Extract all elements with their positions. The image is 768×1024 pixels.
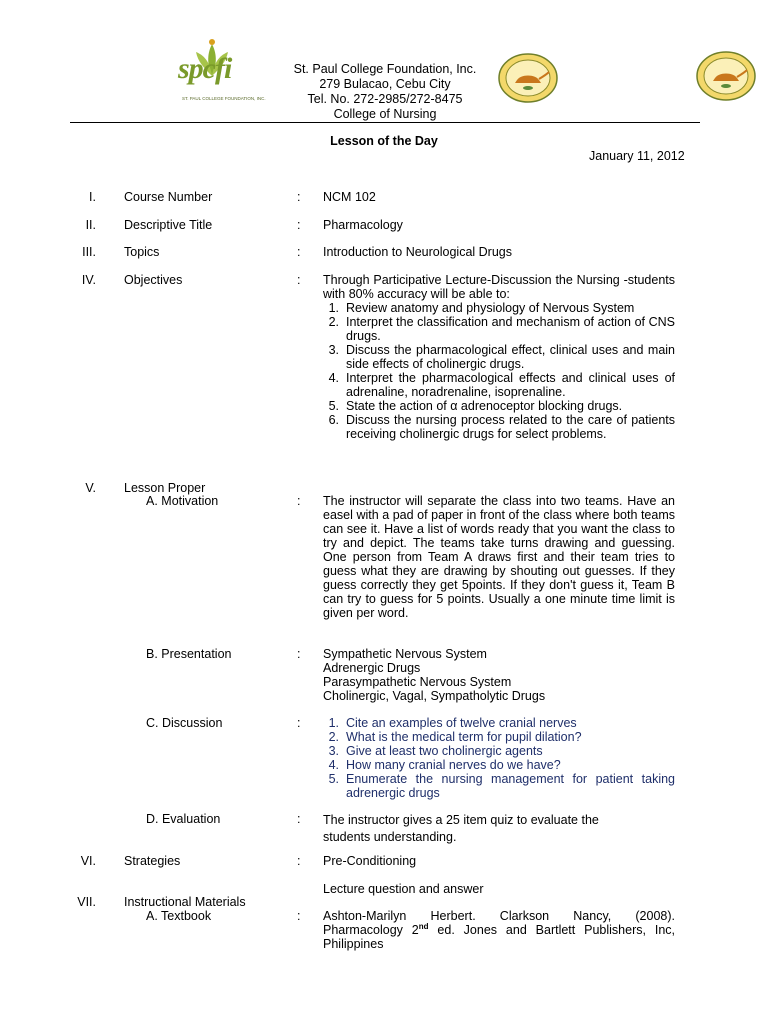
section-number: IV. xyxy=(81,273,96,287)
list-item: 2. What is the medical term for pupil dilation? xyxy=(328,730,582,744)
strategy-item: Pre-Conditioning xyxy=(323,854,417,868)
strategies-label: Strategies xyxy=(124,854,181,868)
lesson-proper-label: Lesson Proper xyxy=(124,481,206,495)
course-number-label: Course Number xyxy=(124,190,213,204)
separator: : xyxy=(297,218,301,232)
separator: : xyxy=(297,647,301,661)
section-number: V. xyxy=(85,481,96,495)
logo-wordmark: spcfi xyxy=(178,52,232,85)
college-header xyxy=(250,62,520,122)
section-number: II. xyxy=(85,218,96,232)
separator: : xyxy=(297,854,301,868)
discussion-label: C. Discussion xyxy=(146,716,223,730)
topics-value: Introduction to Neurological Drugs xyxy=(323,245,512,259)
list-item: 1. Review anatomy and physiology of Nervous System xyxy=(328,301,635,315)
college-department: College of Nursing xyxy=(333,107,437,121)
objectives-label: Objectives xyxy=(124,273,183,287)
presentation-list xyxy=(323,647,675,703)
college-phone: Tel. No. 272-2985/272-8475 xyxy=(307,92,463,106)
motivation-text: The instructor will separate the class into two teams. Have an easel with a pad of paper in front of the class where both teams can see it. Have a list of words ready that you want the class to try and depict. The teams take turns drawing and guessing. One person from Team A draws first and their team tries to guess what they are drawing by shouting out guesses. If they guess correctly they get 5points. If they don't guess it, Team B can try to guess for 5 points. Usually a one minute time limit is given per word. xyxy=(323,494,675,620)
college-logo xyxy=(172,38,266,108)
evaluation-label: D. Evaluation xyxy=(146,812,221,826)
separator: : xyxy=(297,245,301,259)
list-item: 4. How many cranial nerves do we have? xyxy=(328,758,561,772)
section-number: VII. xyxy=(77,895,96,909)
list-item: 1. Cite an examples of twelve cranial nerves xyxy=(328,716,577,730)
list-item: Cholinergic, Vagal, Sympatholytic Drugs xyxy=(323,689,546,703)
list-item: 5. State the action of α adrenoceptor blocking drugs. xyxy=(328,399,623,413)
list-item: 3. Discuss the pharmacological effect, clinical uses and main side effects of cholinergic drugs. xyxy=(328,343,675,371)
objectives-intro: Through Participative Lecture-Discussion the Nursing -students with 80% accuracy will be able to: xyxy=(323,273,675,301)
separator: : xyxy=(297,909,301,923)
separator: : xyxy=(297,812,301,826)
nursing-seal-icon xyxy=(497,52,559,104)
objectives-list xyxy=(323,301,675,441)
nursing-seal-icon xyxy=(695,50,757,102)
list-item: Adrenergic Drugs xyxy=(323,661,421,675)
discussion-list xyxy=(323,716,675,800)
lesson-date: January 11, 2012 xyxy=(589,149,685,163)
list-item: Sympathetic Nervous System xyxy=(323,647,487,661)
separator: : xyxy=(297,190,301,204)
header-divider xyxy=(70,122,700,123)
list-item: 3. Give at least two cholinergic agents xyxy=(328,744,543,758)
list-item: 2. Interpret the classification and mechanism of action of CNS drugs. xyxy=(328,315,675,343)
separator: : xyxy=(297,716,301,730)
section-number: III. xyxy=(82,245,96,259)
section-number: I. xyxy=(89,190,96,204)
page-title: Lesson of the Day xyxy=(330,134,438,148)
motivation-label: A. Motivation xyxy=(146,494,219,508)
college-address: 279 Bulacao, Cebu City xyxy=(319,77,451,91)
separator: : xyxy=(297,494,301,508)
list-item: Parasympathetic Nervous System xyxy=(323,675,512,689)
list-item: 4. Interpret the pharmacological effects and clinical uses of adrenaline, noradrenaline, isoprenaline. xyxy=(328,371,675,399)
descriptive-title-label: Descriptive Title xyxy=(124,218,213,232)
descriptive-title-value: Pharmacology xyxy=(323,218,403,232)
instructional-materials-label: Instructional Materials xyxy=(124,895,246,909)
evaluation-text: The instructor gives a 25 item quiz to evaluate the students understanding. xyxy=(323,813,599,844)
separator: : xyxy=(297,273,301,287)
textbook-citation: Ashton-Marilyn Herbert. Clarkson Nancy, (2008). Pharmacology 2nd ed. Jones and Bartlett Publishers, Inc, Philippines xyxy=(323,909,676,951)
presentation-label: B. Presentation xyxy=(146,647,232,661)
section-number: VI. xyxy=(80,854,96,868)
list-item: 6. Discuss the nursing process related to the care of patients receiving cholinergic drugs for select problems. xyxy=(328,413,675,441)
list-item: 5. Enumerate the nursing management for patient taking adrenergic drugs xyxy=(328,772,675,800)
course-number-value: NCM 102 xyxy=(323,190,376,204)
college-name: St. Paul College Foundation, Inc. xyxy=(293,62,477,76)
strategy-item: Lecture question and answer xyxy=(323,882,484,896)
topics-label: Topics xyxy=(124,245,160,259)
textbook-label: A. Textbook xyxy=(146,909,212,923)
logo-tagline: ST. PAUL COLLEGE FOUNDATION, INC. xyxy=(182,96,266,101)
objectives-block xyxy=(323,273,675,441)
